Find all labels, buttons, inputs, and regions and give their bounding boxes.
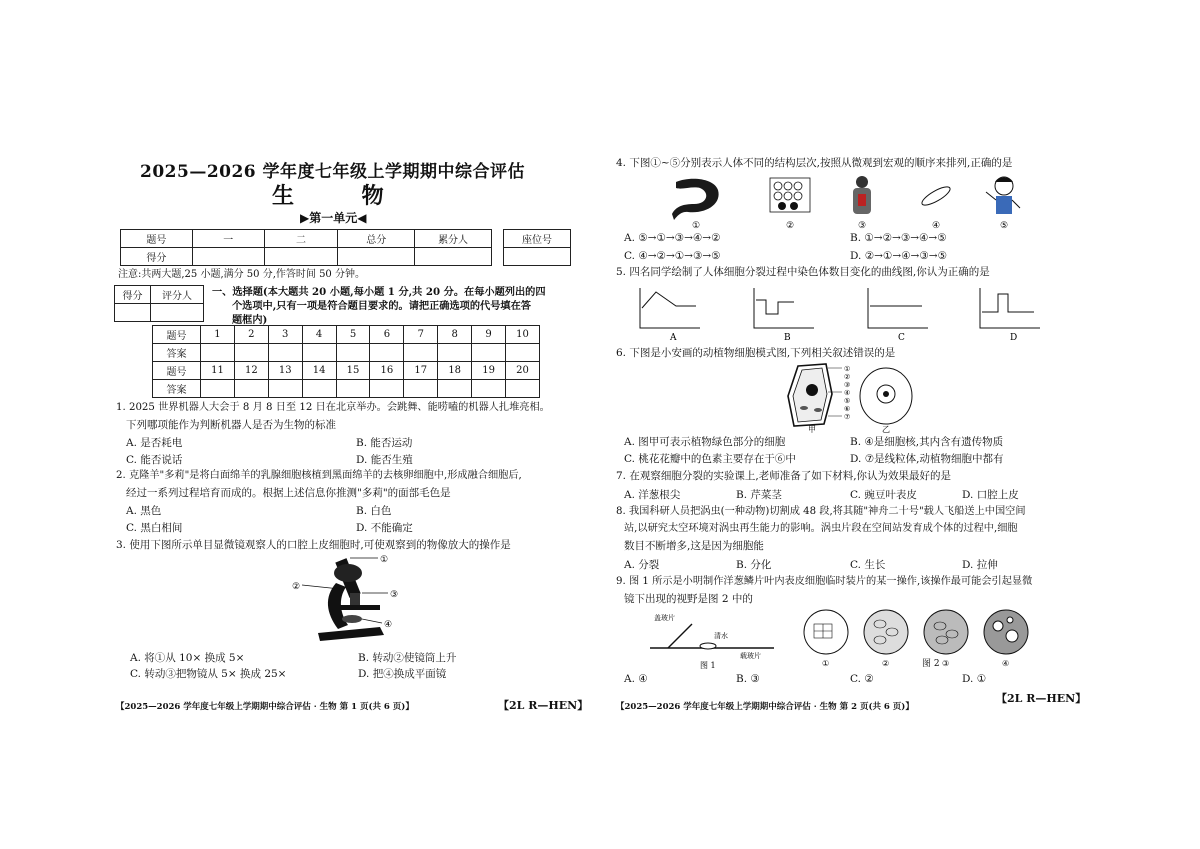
score-table [120, 229, 492, 266]
page-code: 【2L R—HEN】 [498, 699, 589, 712]
answer-cell[interactable] [404, 344, 438, 362]
q9-option-d[interactable]: D. ① [962, 673, 987, 685]
answer-cell[interactable] [302, 380, 336, 398]
q4-figure-label: ④ [932, 221, 941, 231]
q3-stem-line1: 3. 使用下图所示单目显微镜观察人的口腔上皮细胞时,可使观察到的物像放大的操作是 [116, 539, 511, 551]
water-label: 清水 [714, 632, 728, 640]
view-4 [984, 610, 1028, 668]
animal-cell-figure [860, 368, 912, 424]
q4-figure-label: ⑤ [1000, 221, 1009, 231]
cell-label: ② [844, 373, 851, 381]
answer-grid-no: 13 [268, 362, 302, 380]
q7-option-c[interactable]: C. 豌豆叶表皮 [850, 489, 917, 501]
answer-cell[interactable] [268, 344, 302, 362]
q6-option-d[interactable]: D. ⑦是线粒体,动植物细胞中都有 [850, 453, 1004, 465]
section1-heading-line3: 题框内) [232, 314, 268, 326]
page-code: 【2L R—HEN】 [996, 692, 1087, 705]
answer-grid-no: 12 [234, 362, 268, 380]
q6-option-b[interactable]: B. ④是细胞核,其内含有遗传物质 [850, 436, 1004, 448]
answer-cell[interactable] [370, 380, 404, 398]
answer-grid-no: 18 [438, 362, 472, 380]
answer-grid-no: 11 [201, 362, 235, 380]
score-table-cell: 得分 [121, 248, 193, 266]
body-structure-figures [670, 174, 1030, 230]
slide-label: 载玻片 [740, 652, 761, 660]
answer-grid-label: 题号 [153, 362, 201, 380]
q3-option-b[interactable]: B. 转动②使镜筒上升 [358, 652, 457, 664]
answer-grid-no: 4 [302, 326, 336, 344]
score-table-cell: 题号 [121, 230, 193, 248]
q2-option-b[interactable]: B. 白色 [356, 505, 392, 517]
answer-cell[interactable] [201, 344, 235, 362]
grader-score-label: 得分 [115, 286, 151, 304]
q4-option-c[interactable]: C. ④→②→①→③→⑤ [624, 250, 721, 262]
q4-figure-label: ③ [858, 221, 867, 231]
answer-grid-no: 2 [234, 326, 268, 344]
answer-cell[interactable] [506, 344, 540, 362]
plant-cell-figure [788, 364, 832, 426]
q8-stem-line1: 8. 我国科研人员把涡虫(一种动物)切割成 48 段,将其随"神舟二十号"载人飞船送上中国空间 [616, 506, 1026, 517]
q2-stem-line2: 经过一系列过程培育而成的。根据上述信息你推测"多莉"的面部毛色是 [126, 487, 451, 499]
q1-option-c[interactable]: C. 能否说话 [126, 454, 183, 466]
answer-cell[interactable] [268, 380, 302, 398]
answer-grid-no: 17 [404, 362, 438, 380]
answer-grid-no: 5 [336, 326, 370, 344]
microscope-label-2: ② [292, 582, 301, 592]
answer-grid-no: 1 [201, 326, 235, 344]
cell-label: ⑥ [844, 405, 851, 413]
graph-b [754, 288, 814, 343]
answer-grid-no: 9 [472, 326, 506, 344]
answer-grid-label: 答案 [153, 344, 201, 362]
view-label: ③ [942, 659, 950, 668]
q3-option-c[interactable]: C. 转动③把物镜从 5× 换成 25× [130, 668, 287, 680]
graph-label-a: A [670, 333, 677, 343]
q4-option-b[interactable]: B. ①→②→③→④→⑤ [850, 232, 947, 244]
q8-option-a[interactable]: A. 分裂 [624, 559, 660, 571]
cell-label: ⑤ [844, 397, 851, 405]
answer-grid-no: 15 [336, 362, 370, 380]
q6-option-a[interactable]: A. 图甲可表示植物绿色部分的细胞 [624, 436, 786, 448]
q7-option-d[interactable]: D. 口腔上皮 [962, 489, 1019, 501]
exam-note: 注意:共两大题,25 小题,满分 50 分,作答时间 50 分钟。 [118, 269, 365, 280]
view-label: ④ [1002, 659, 1010, 668]
q4-option-d[interactable]: D. ②→①→④→③→⑤ [850, 250, 947, 262]
q9-stem-line2: 镜下出现的视野是图 2 中的 [624, 593, 753, 605]
q4-option-a[interactable]: A. ⑤→①→③→④→② [624, 232, 721, 244]
animal-cell-caption: 乙 [882, 425, 890, 434]
q6-option-c[interactable]: C. 桃花花瓣中的色素主要存在于⑥中 [624, 453, 796, 465]
q8-option-b[interactable]: B. 分化 [736, 559, 772, 571]
q2-option-c[interactable]: C. 黑白相间 [126, 522, 183, 534]
cell-label: ④ [844, 389, 851, 397]
q3-option-d[interactable]: D. 把④换成平面镜 [358, 668, 447, 680]
answer-cell[interactable] [336, 344, 370, 362]
figure1-caption: 图 1 [700, 661, 716, 670]
score-table-cell: 总分 [338, 230, 415, 248]
answer-grid-no: 19 [472, 362, 506, 380]
graph-label-b: B [784, 333, 791, 343]
microscope-views-figure [800, 606, 1040, 670]
q2-option-a[interactable]: A. 黑色 [126, 505, 162, 517]
grader-score-blank[interactable] [115, 304, 151, 322]
answer-cell[interactable] [506, 380, 540, 398]
graph-label-c: C [898, 333, 905, 343]
q7-option-b[interactable]: B. 芹菜茎 [736, 489, 782, 501]
q1-option-a[interactable]: A. 是否耗电 [126, 437, 183, 449]
exam-title: 2025—2026 学年度七年级上学期期中综合评估 [140, 162, 526, 182]
seat-table [503, 229, 571, 266]
seat-label: 座位号 [504, 230, 571, 248]
view-label: ① [822, 659, 830, 668]
view-2 [864, 610, 908, 668]
cell-label: ① [844, 365, 851, 373]
graph-label-d: D [1010, 333, 1018, 343]
q1-option-b[interactable]: B. 能否运动 [356, 437, 413, 449]
q9-stem-line1: 9. 图 1 所示是小明制作洋葱鳞片叶内表皮细胞临时装片的某一操作,该操作最可能会引起显微 [616, 576, 1033, 587]
view-1 [804, 610, 848, 668]
q4-stem-line1: 4. 下图①~⑤分别表示人体不同的结构层次,按照从微观到宏观的顺序来排列,正确的是 [616, 157, 1013, 169]
answer-cell[interactable] [201, 380, 235, 398]
q9-option-c[interactable]: C. ② [850, 673, 874, 685]
q2-stem-line1: 2. 克隆羊"多莉"是将白面绵羊的乳腺细胞核植到黑面绵羊的去核卵细胞中,形成融合细胞后, [116, 470, 522, 481]
answer-grid-no: 14 [302, 362, 336, 380]
q9-option-a[interactable]: A. ④ [624, 673, 648, 685]
seat-blank[interactable] [504, 248, 571, 266]
q4-figure-label: ② [786, 221, 795, 231]
q8-option-d[interactable]: D. 拉伸 [962, 559, 998, 571]
answer-cell[interactable] [234, 380, 268, 398]
q8-stem-line2: 站,以研究太空环境对涡虫再生能力的影响。涡虫片段在空间站发育成个体的过程中,细胞 [624, 523, 1018, 534]
q8-option-c[interactable]: C. 生长 [850, 559, 886, 571]
graph-d [980, 288, 1040, 343]
microscope-illustration [290, 553, 420, 645]
cell-label: ⑦ [844, 413, 851, 421]
graph-a [640, 288, 700, 343]
answer-cell[interactable] [336, 380, 370, 398]
answer-cell[interactable] [438, 344, 472, 362]
answer-cell[interactable] [438, 380, 472, 398]
grader-name-label: 评分人 [151, 286, 204, 304]
cell-model-diagram [780, 362, 930, 432]
q1-stem-line1: 1. 2025 世界机器人大会于 8 月 8 日至 12 日在北京举办。会跳舞、能唠嗑的机器人扎堆亮相。 [116, 402, 550, 413]
graph-c [868, 288, 928, 343]
answer-grid-label: 答案 [153, 380, 201, 398]
score-table-cell: 二 [264, 230, 338, 248]
q7-stem-line1: 7. 在观察细胞分裂的实验课上,老师准备了如下材料,你认为效果最好的是 [616, 470, 952, 482]
answer-grid-no: 7 [404, 326, 438, 344]
microscope-label-4: ④ [384, 620, 393, 630]
answer-grid-label: 题号 [153, 326, 201, 344]
microscope-label-3: ③ [390, 590, 399, 600]
q8-stem-line3: 数目不断增多,这是因为细胞能 [624, 540, 764, 552]
answer-grid-no: 8 [438, 326, 472, 344]
answer-grid-no: 20 [506, 362, 540, 380]
answer-grid-no: 6 [370, 326, 404, 344]
score-blank[interactable] [264, 248, 338, 266]
q1-option-d[interactable]: D. 能否生殖 [356, 454, 413, 466]
person-icon [986, 177, 1020, 214]
page-footer: 【2025—2026 学年度七年级上学期期中综合评估 · 生物 第 2 页(共 6 页)】 [616, 702, 914, 712]
page-footer: 【2025—2026 学年度七年级上学期期中综合评估 · 生物 第 1 页(共 6 页)】 [116, 702, 414, 712]
tissue-icon [770, 178, 810, 212]
exam-page-2 [600, 0, 1200, 849]
grader-table [114, 285, 204, 322]
q7-option-a[interactable]: A. 洋葱根尖 [624, 489, 681, 501]
score-table-cell: 一 [192, 230, 264, 248]
q9-option-b[interactable]: B. ③ [736, 673, 760, 685]
q2-option-d[interactable]: D. 不能确定 [356, 522, 413, 534]
answer-cell[interactable] [472, 380, 506, 398]
q5-stem-line1: 5. 四名同学绘制了人体细胞分裂过程中染色体数目变化的曲线图,你认为正确的是 [616, 266, 990, 278]
unit-label: ▶第一单元◀ [300, 211, 367, 225]
score-blank[interactable] [338, 248, 415, 266]
section1-heading-line2: 个选项中,只有一项是符合题目要求的。请把正确选项的代号填在答 [232, 300, 531, 312]
slide-operation-figure [640, 608, 780, 670]
chromosome-graphs [630, 280, 1060, 342]
section1-heading-line1: 一、选择题(本大题共 20 小题,每小题 1 分,共 20 分。在每小题列出的四 [212, 286, 546, 298]
answer-cell[interactable] [404, 380, 438, 398]
answer-grid-no: 16 [370, 362, 404, 380]
digestive-system-icon [853, 176, 871, 214]
score-table-cell: 累分人 [415, 230, 492, 248]
answer-cell[interactable] [234, 344, 268, 362]
grader-name-blank[interactable] [151, 304, 204, 322]
score-blank[interactable] [415, 248, 492, 266]
microscope-label-1: ① [380, 555, 389, 565]
answer-grid [152, 325, 540, 398]
score-blank[interactable] [192, 248, 264, 266]
cell-icon [920, 184, 953, 209]
cover-slip-label: 盖玻片 [654, 614, 675, 622]
view-label: ② [882, 659, 890, 668]
answer-cell[interactable] [370, 344, 404, 362]
answer-cell[interactable] [302, 344, 336, 362]
figure2-caption: 图 2 [922, 659, 940, 669]
q3-option-a[interactable]: A. 将①从 10× 换成 5× [130, 652, 245, 664]
stomach-icon [672, 179, 719, 220]
q4-figure-label: ① [692, 221, 701, 231]
exam-subject: 生 物 [272, 183, 414, 209]
q6-stem-line1: 6. 下图是小安画的动植物细胞模式图,下列相关叙述错误的是 [616, 347, 896, 359]
answer-grid-no: 3 [268, 326, 302, 344]
plant-cell-caption: 甲 [808, 425, 816, 434]
q1-stem-line2: 下列哪项能作为判断机器人是否为生物的标准 [126, 419, 336, 431]
answer-grid-no: 10 [506, 326, 540, 344]
answer-cell[interactable] [472, 344, 506, 362]
cell-label: ③ [844, 381, 851, 389]
